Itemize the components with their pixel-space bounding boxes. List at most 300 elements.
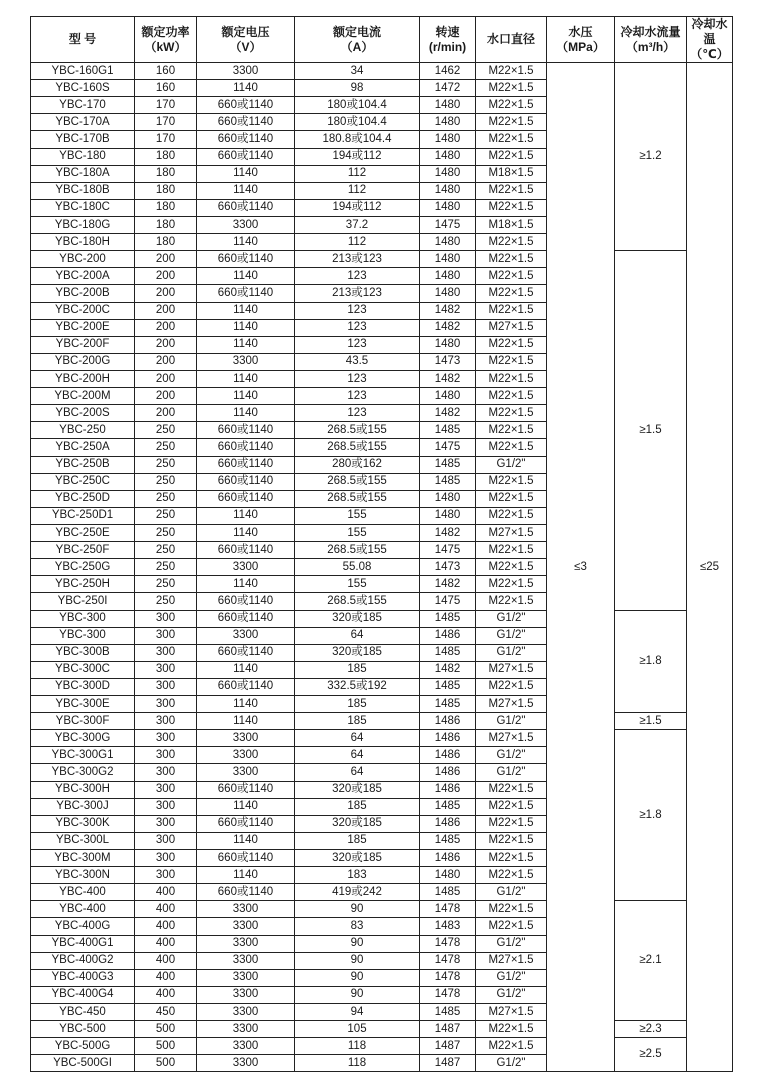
model-cell: YBC-400G3 [31, 969, 135, 986]
current-cell: 180或104.4 [295, 114, 420, 131]
port-cell: M18×1.5 [476, 165, 547, 182]
speed-cell: 1462 [420, 63, 476, 80]
cooling-flow-cell: ≥1.5 [615, 713, 687, 730]
voltage-cell: 660或1140 [197, 456, 295, 473]
power-cell: 300 [135, 815, 197, 832]
model-cell: YBC-450 [31, 1004, 135, 1021]
current-cell: 34 [295, 63, 420, 80]
voltage-cell: 660或1140 [197, 114, 295, 131]
port-cell: M22×1.5 [476, 388, 547, 405]
voltage-cell: 3300 [197, 730, 295, 747]
port-cell: G1/2" [476, 610, 547, 627]
voltage-cell: 3300 [197, 764, 295, 781]
model-cell: YBC-300F [31, 713, 135, 730]
cooling-flow-cell: ≥1.5 [615, 251, 687, 610]
model-cell: YBC-300B [31, 644, 135, 661]
header-current: 额定电流 （A） [295, 17, 420, 63]
port-cell: M22×1.5 [476, 302, 547, 319]
speed-cell: 1485 [420, 678, 476, 695]
model-cell: YBC-250I [31, 593, 135, 610]
voltage-cell: 3300 [197, 901, 295, 918]
speed-cell: 1485 [420, 473, 476, 490]
voltage-cell: 660或1140 [197, 439, 295, 456]
current-cell: 112 [295, 165, 420, 182]
speed-cell: 1478 [420, 901, 476, 918]
voltage-cell: 1140 [197, 388, 295, 405]
model-cell: YBC-250C [31, 473, 135, 490]
model-cell: YBC-400G4 [31, 986, 135, 1003]
current-cell: 185 [295, 713, 420, 730]
voltage-cell: 660或1140 [197, 678, 295, 695]
port-cell: M22×1.5 [476, 918, 547, 935]
voltage-cell: 3300 [197, 747, 295, 764]
voltage-cell: 3300 [197, 986, 295, 1003]
speed-cell: 1473 [420, 353, 476, 370]
speed-cell: 1485 [420, 696, 476, 713]
voltage-cell: 660或1140 [197, 815, 295, 832]
speed-cell: 1472 [420, 80, 476, 97]
table-row [31, 251, 733, 268]
model-cell: YBC-300N [31, 867, 135, 884]
port-cell: M27×1.5 [476, 730, 547, 747]
model-cell: YBC-170 [31, 97, 135, 114]
model-cell: YBC-180A [31, 165, 135, 182]
voltage-cell: 3300 [197, 935, 295, 952]
port-cell: M22×1.5 [476, 131, 547, 148]
power-cell: 300 [135, 627, 197, 644]
current-cell: 194或112 [295, 148, 420, 165]
voltage-cell: 660或1140 [197, 148, 295, 165]
speed-cell: 1483 [420, 918, 476, 935]
port-cell: M22×1.5 [476, 798, 547, 815]
voltage-cell: 3300 [197, 559, 295, 576]
port-cell: M18×1.5 [476, 216, 547, 233]
model-cell: YBC-250G [31, 559, 135, 576]
cooling-flow-cell: ≥1.8 [615, 610, 687, 713]
voltage-cell: 660或1140 [197, 610, 295, 627]
port-cell: M22×1.5 [476, 199, 547, 216]
current-cell: 83 [295, 918, 420, 935]
speed-cell: 1485 [420, 1004, 476, 1021]
power-cell: 300 [135, 798, 197, 815]
header-water-pressure: 水压 （MPa） [547, 17, 615, 63]
model-cell: YBC-200M [31, 388, 135, 405]
power-cell: 400 [135, 884, 197, 901]
model-cell: YBC-180B [31, 182, 135, 199]
voltage-cell: 660或1140 [197, 199, 295, 216]
port-cell: M22×1.5 [476, 97, 547, 114]
speed-cell: 1480 [420, 131, 476, 148]
power-cell: 200 [135, 370, 197, 387]
voltage-cell: 1140 [197, 234, 295, 251]
power-cell: 180 [135, 165, 197, 182]
power-cell: 400 [135, 935, 197, 952]
water-pressure-cell: ≤3 [547, 63, 615, 1072]
speed-cell: 1480 [420, 336, 476, 353]
model-cell: YBC-250E [31, 524, 135, 541]
voltage-cell: 660或1140 [197, 542, 295, 559]
speed-cell: 1480 [420, 251, 476, 268]
voltage-cell: 660或1140 [197, 593, 295, 610]
port-cell: M22×1.5 [476, 490, 547, 507]
current-cell: 185 [295, 661, 420, 678]
port-cell: G1/2" [476, 456, 547, 473]
port-cell: G1/2" [476, 884, 547, 901]
port-cell: M22×1.5 [476, 422, 547, 439]
voltage-cell: 1140 [197, 336, 295, 353]
power-cell: 170 [135, 131, 197, 148]
current-cell: 112 [295, 234, 420, 251]
speed-cell: 1475 [420, 593, 476, 610]
speed-cell: 1487 [420, 1055, 476, 1072]
current-cell: 37.2 [295, 216, 420, 233]
speed-cell: 1485 [420, 456, 476, 473]
header-speed: 转速 (r/min) [420, 17, 476, 63]
power-cell: 180 [135, 234, 197, 251]
power-cell: 400 [135, 986, 197, 1003]
port-cell: M22×1.5 [476, 285, 547, 302]
speed-cell: 1478 [420, 935, 476, 952]
port-cell: M22×1.5 [476, 439, 547, 456]
voltage-cell: 3300 [197, 353, 295, 370]
voltage-cell: 1140 [197, 319, 295, 336]
model-cell: YBC-300G2 [31, 764, 135, 781]
port-cell: M22×1.5 [476, 114, 547, 131]
port-cell: M27×1.5 [476, 696, 547, 713]
model-cell: YBC-300L [31, 832, 135, 849]
voltage-cell: 3300 [197, 1021, 295, 1038]
voltage-cell: 660或1140 [197, 97, 295, 114]
water-temp-cell: ≤25 [687, 63, 733, 1072]
model-cell: YBC-500GI [31, 1055, 135, 1072]
power-cell: 400 [135, 918, 197, 935]
speed-cell: 1485 [420, 422, 476, 439]
port-cell: M22×1.5 [476, 815, 547, 832]
speed-cell: 1480 [420, 114, 476, 131]
voltage-cell: 660或1140 [197, 251, 295, 268]
power-cell: 180 [135, 199, 197, 216]
table-row [31, 901, 733, 918]
power-cell: 300 [135, 678, 197, 695]
power-cell: 300 [135, 644, 197, 661]
port-cell: M22×1.5 [476, 507, 547, 524]
motor-spec-table [30, 16, 733, 1072]
model-cell: YBC-300K [31, 815, 135, 832]
current-cell: 123 [295, 268, 420, 285]
voltage-cell: 3300 [197, 969, 295, 986]
model-cell: YBC-170A [31, 114, 135, 131]
port-cell: M22×1.5 [476, 576, 547, 593]
header-power: 额定功率 （kW） [135, 17, 197, 63]
current-cell: 90 [295, 952, 420, 969]
power-cell: 400 [135, 969, 197, 986]
current-cell: 123 [295, 319, 420, 336]
speed-cell: 1480 [420, 285, 476, 302]
current-cell: 213或123 [295, 285, 420, 302]
current-cell: 320或185 [295, 850, 420, 867]
current-cell: 155 [295, 576, 420, 593]
port-cell: M22×1.5 [476, 678, 547, 695]
current-cell: 332.5或192 [295, 678, 420, 695]
current-cell: 183 [295, 867, 420, 884]
voltage-cell: 660或1140 [197, 884, 295, 901]
current-cell: 268.5或155 [295, 593, 420, 610]
speed-cell: 1480 [420, 182, 476, 199]
current-cell: 280或162 [295, 456, 420, 473]
port-cell: G1/2" [476, 986, 547, 1003]
voltage-cell: 3300 [197, 918, 295, 935]
voltage-cell: 3300 [197, 627, 295, 644]
voltage-cell: 1140 [197, 302, 295, 319]
voltage-cell: 1140 [197, 696, 295, 713]
power-cell: 250 [135, 439, 197, 456]
current-cell: 90 [295, 935, 420, 952]
power-cell: 300 [135, 850, 197, 867]
header-voltage: 额定电压 （V） [197, 17, 295, 63]
power-cell: 250 [135, 422, 197, 439]
speed-cell: 1486 [420, 781, 476, 798]
power-cell: 300 [135, 764, 197, 781]
voltage-cell: 3300 [197, 216, 295, 233]
current-cell: 98 [295, 80, 420, 97]
current-cell: 419或242 [295, 884, 420, 901]
voltage-cell: 1140 [197, 524, 295, 541]
model-cell: YBC-300C [31, 661, 135, 678]
power-cell: 200 [135, 285, 197, 302]
voltage-cell: 660或1140 [197, 422, 295, 439]
power-cell: 200 [135, 302, 197, 319]
model-cell: YBC-200 [31, 251, 135, 268]
model-cell: YBC-200F [31, 336, 135, 353]
voltage-cell: 1140 [197, 165, 295, 182]
header-row [31, 17, 733, 63]
power-cell: 250 [135, 490, 197, 507]
speed-cell: 1486 [420, 747, 476, 764]
speed-cell: 1475 [420, 542, 476, 559]
voltage-cell: 3300 [197, 1055, 295, 1072]
speed-cell: 1473 [420, 559, 476, 576]
current-cell: 185 [295, 696, 420, 713]
speed-cell: 1482 [420, 661, 476, 678]
current-cell: 268.5或155 [295, 490, 420, 507]
port-cell: M22×1.5 [476, 542, 547, 559]
model-cell: YBC-300E [31, 696, 135, 713]
power-cell: 200 [135, 353, 197, 370]
power-cell: 250 [135, 456, 197, 473]
speed-cell: 1485 [420, 798, 476, 815]
current-cell: 64 [295, 627, 420, 644]
power-cell: 450 [135, 1004, 197, 1021]
power-cell: 250 [135, 559, 197, 576]
power-cell: 200 [135, 319, 197, 336]
current-cell: 118 [295, 1038, 420, 1055]
port-cell: M22×1.5 [476, 148, 547, 165]
port-cell: M22×1.5 [476, 559, 547, 576]
cooling-flow-cell: ≥1.2 [615, 63, 687, 251]
current-cell: 64 [295, 747, 420, 764]
current-cell: 268.5或155 [295, 473, 420, 490]
model-cell: YBC-250D [31, 490, 135, 507]
port-cell: M22×1.5 [476, 234, 547, 251]
model-cell: YBC-200S [31, 405, 135, 422]
current-cell: 155 [295, 524, 420, 541]
current-cell: 194或112 [295, 199, 420, 216]
current-cell: 123 [295, 388, 420, 405]
port-cell: M22×1.5 [476, 593, 547, 610]
port-cell: M27×1.5 [476, 661, 547, 678]
port-cell: M22×1.5 [476, 336, 547, 353]
speed-cell: 1480 [420, 388, 476, 405]
port-cell: M22×1.5 [476, 63, 547, 80]
table-body [31, 63, 733, 1072]
port-cell: M22×1.5 [476, 473, 547, 490]
current-cell: 90 [295, 986, 420, 1003]
model-cell: YBC-160G1 [31, 63, 135, 80]
speed-cell: 1486 [420, 627, 476, 644]
voltage-cell: 1140 [197, 832, 295, 849]
port-cell: M22×1.5 [476, 901, 547, 918]
model-cell: YBC-250A [31, 439, 135, 456]
voltage-cell: 660或1140 [197, 644, 295, 661]
power-cell: 250 [135, 473, 197, 490]
power-cell: 250 [135, 524, 197, 541]
current-cell: 64 [295, 764, 420, 781]
speed-cell: 1485 [420, 832, 476, 849]
speed-cell: 1485 [420, 644, 476, 661]
port-cell: G1/2" [476, 627, 547, 644]
speed-cell: 1475 [420, 439, 476, 456]
voltage-cell: 660或1140 [197, 131, 295, 148]
power-cell: 400 [135, 901, 197, 918]
power-cell: 200 [135, 251, 197, 268]
voltage-cell: 3300 [197, 952, 295, 969]
model-cell: YBC-400G2 [31, 952, 135, 969]
power-cell: 300 [135, 696, 197, 713]
voltage-cell: 1140 [197, 80, 295, 97]
header-model: 型 号 [31, 17, 135, 63]
model-cell: YBC-180C [31, 199, 135, 216]
power-cell: 180 [135, 216, 197, 233]
model-cell: YBC-250D1 [31, 507, 135, 524]
voltage-cell: 660或1140 [197, 850, 295, 867]
table-row [31, 1038, 733, 1055]
current-cell: 213或123 [295, 251, 420, 268]
cooling-flow-cell: ≥2.1 [615, 901, 687, 1021]
power-cell: 250 [135, 593, 197, 610]
power-cell: 180 [135, 148, 197, 165]
header-port-diameter: 水口直径 [476, 17, 547, 63]
model-cell: YBC-200B [31, 285, 135, 302]
power-cell: 200 [135, 405, 197, 422]
speed-cell: 1480 [420, 867, 476, 884]
speed-cell: 1482 [420, 405, 476, 422]
power-cell: 300 [135, 781, 197, 798]
model-cell: YBC-300G [31, 730, 135, 747]
model-cell: YBC-250F [31, 542, 135, 559]
speed-cell: 1482 [420, 370, 476, 387]
model-cell: YBC-200H [31, 370, 135, 387]
port-cell: M22×1.5 [476, 80, 547, 97]
cooling-flow-cell: ≥2.5 [615, 1038, 687, 1072]
speed-cell: 1482 [420, 319, 476, 336]
power-cell: 300 [135, 713, 197, 730]
model-cell: YBC-500G [31, 1038, 135, 1055]
table-row [31, 610, 733, 627]
model-cell: YBC-400 [31, 901, 135, 918]
power-cell: 300 [135, 867, 197, 884]
port-cell: M22×1.5 [476, 370, 547, 387]
model-cell: YBC-200G [31, 353, 135, 370]
model-cell: YBC-170B [31, 131, 135, 148]
current-cell: 268.5或155 [295, 439, 420, 456]
table-row [31, 730, 733, 747]
power-cell: 250 [135, 576, 197, 593]
current-cell: 123 [295, 302, 420, 319]
current-cell: 55.08 [295, 559, 420, 576]
port-cell: G1/2" [476, 764, 547, 781]
power-cell: 180 [135, 182, 197, 199]
current-cell: 320或185 [295, 781, 420, 798]
port-cell: G1/2" [476, 969, 547, 986]
model-cell: YBC-300 [31, 610, 135, 627]
speed-cell: 1485 [420, 610, 476, 627]
current-cell: 268.5或155 [295, 542, 420, 559]
current-cell: 123 [295, 336, 420, 353]
speed-cell: 1480 [420, 97, 476, 114]
speed-cell: 1480 [420, 148, 476, 165]
model-cell: YBC-300H [31, 781, 135, 798]
voltage-cell: 1140 [197, 661, 295, 678]
port-cell: G1/2" [476, 644, 547, 661]
power-cell: 300 [135, 832, 197, 849]
power-cell: 300 [135, 610, 197, 627]
speed-cell: 1478 [420, 969, 476, 986]
voltage-cell: 660或1140 [197, 285, 295, 302]
speed-cell: 1482 [420, 576, 476, 593]
speed-cell: 1482 [420, 524, 476, 541]
speed-cell: 1487 [420, 1021, 476, 1038]
port-cell: M27×1.5 [476, 319, 547, 336]
voltage-cell: 3300 [197, 1004, 295, 1021]
port-cell: M22×1.5 [476, 781, 547, 798]
power-cell: 170 [135, 114, 197, 131]
current-cell: 320或185 [295, 644, 420, 661]
speed-cell: 1486 [420, 850, 476, 867]
power-cell: 300 [135, 661, 197, 678]
cooling-flow-cell: ≥1.8 [615, 730, 687, 901]
header-cooling-flow: 冷却水流量 （m³/h） [615, 17, 687, 63]
voltage-cell: 3300 [197, 1038, 295, 1055]
port-cell: M22×1.5 [476, 850, 547, 867]
power-cell: 300 [135, 747, 197, 764]
port-cell: G1/2" [476, 747, 547, 764]
model-cell: YBC-300D [31, 678, 135, 695]
model-cell: YBC-180 [31, 148, 135, 165]
port-cell: G1/2" [476, 1055, 547, 1072]
model-cell: YBC-400G [31, 918, 135, 935]
current-cell: 155 [295, 507, 420, 524]
current-cell: 123 [295, 370, 420, 387]
cooling-flow-cell: ≥2.3 [615, 1021, 687, 1038]
model-cell: YBC-200A [31, 268, 135, 285]
port-cell: M22×1.5 [476, 867, 547, 884]
power-cell: 170 [135, 97, 197, 114]
speed-cell: 1480 [420, 490, 476, 507]
speed-cell: 1480 [420, 268, 476, 285]
model-cell: YBC-300G1 [31, 747, 135, 764]
model-cell: YBC-300M [31, 850, 135, 867]
current-cell: 112 [295, 182, 420, 199]
